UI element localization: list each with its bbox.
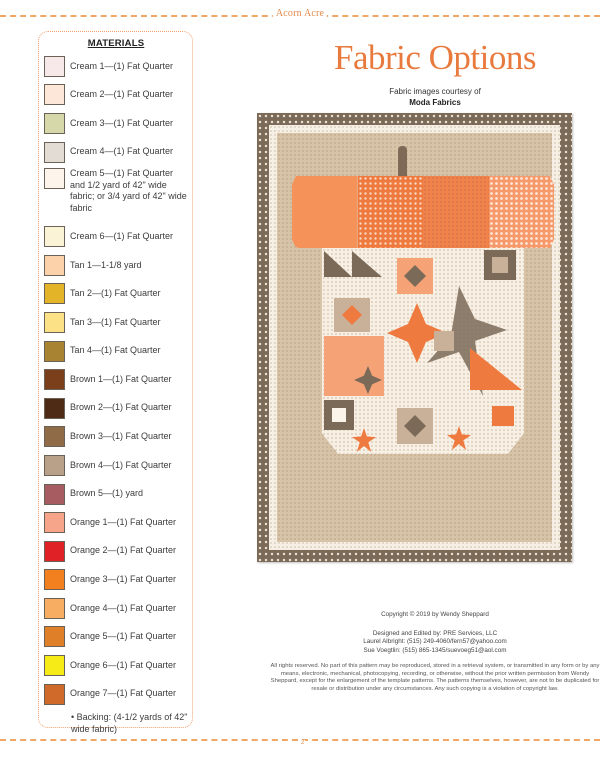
fabric-swatch [44, 341, 65, 362]
pumpkin-segment [423, 176, 489, 248]
backing-note: • Backing: (4-1/2 yards of 42" wide fabric) [71, 712, 188, 734]
material-item [44, 251, 188, 280]
courtesy-line: Fabric images courtesy of [389, 87, 481, 96]
quilt-block [324, 251, 352, 277]
brand-label: Acorn Acre [273, 8, 327, 19]
material-label: Brown 4—(1) Fat Quarter [70, 459, 172, 470]
quilt-background-field [277, 133, 552, 542]
material-label: Orange 4—(1) Fat Quarter [70, 602, 177, 613]
material-item [44, 566, 188, 595]
material-item [44, 308, 188, 337]
courtesy-brand: Moda Fabrics [409, 98, 461, 107]
quilt-block [332, 408, 346, 422]
material-item [44, 337, 188, 366]
material-item [44, 623, 188, 652]
fabric-swatch [44, 142, 65, 163]
material-item [44, 537, 188, 566]
material-item [44, 280, 188, 309]
fabric-swatch [44, 626, 65, 647]
material-label: Orange 5—(1) Fat Quarter [70, 631, 177, 642]
pumpkin-body-sampler [322, 248, 524, 454]
pumpkin-segment [358, 176, 424, 248]
material-label: Orange 6—(1) Fat Quarter [70, 659, 177, 670]
fabric-swatch [44, 283, 65, 304]
contact-laurel: Laurel Albright: (515) 249-4060/fern57@yahoo.com [363, 638, 507, 646]
material-label: Orange 2—(1) Fat Quarter [70, 545, 177, 556]
fabric-swatch [44, 168, 65, 189]
material-item [44, 222, 188, 251]
material-item [44, 81, 188, 110]
material-item [44, 138, 188, 167]
quilt-block [470, 348, 522, 390]
fabric-swatch [44, 255, 65, 276]
material-item [44, 166, 188, 222]
fabric-swatch [44, 541, 65, 562]
materials-title: MATERIALS [87, 38, 145, 49]
fabric-swatch [44, 484, 65, 505]
copyright-notice: Copyright © 2019 by Wendy Sheppard [381, 611, 489, 618]
page-title: Fabric Options [333, 38, 536, 77]
material-label: Brown 3—(1) Fat Quarter [70, 431, 172, 442]
materials-panel [38, 31, 193, 734]
quilt-block [492, 406, 514, 426]
material-item [44, 423, 188, 452]
material-item [44, 52, 188, 81]
material-label: Cream 5—(1) Fat Quarter and 1/2 yard of 42" wide fabric; or 3/4 yard of 42" wide fabric [70, 168, 187, 213]
designer-credits [270, 630, 600, 655]
fabric-swatch [44, 369, 65, 390]
material-label: Orange 1—(1) Fat Quarter [70, 516, 177, 527]
material-item [44, 594, 188, 623]
materials-list [44, 52, 188, 708]
material-item [44, 651, 188, 680]
material-label: Cream 6—(1) Fat Quarter [70, 230, 174, 241]
material-label: Brown 2—(1) Fat Quarter [70, 402, 172, 413]
material-item [44, 394, 188, 423]
rights-reserved-text: All rights reserved. No part of this pattern may be reproduced, stored in a retrieval system, or transmitted in any form or by any means, electronic, mechanical, photocopying, recording, or otherwise, without the prior written permission from Wendy Sheppard, except for the enlargement of the template patterns. The patterns themselves, however, are not to be duplicated for resale or distribution under any circumstances. Any such copying is a violation of copyright law. [270, 663, 600, 692]
quilt-block [492, 257, 508, 273]
material-item [44, 480, 188, 509]
quilt-block [434, 331, 454, 351]
pumpkin-segment [489, 176, 555, 248]
material-item [44, 451, 188, 480]
material-label: Cream 2—(1) Fat Quarter [70, 89, 174, 100]
designed-by: Designed and Edited by: PRE Services, LLC [372, 630, 498, 637]
fabric-swatch [44, 512, 65, 533]
material-label: Cream 1—(1) Fat Quarter [70, 60, 174, 71]
quilt-block [352, 428, 376, 452]
fabric-swatch [44, 312, 65, 333]
material-label: Cream 3—(1) Fat Quarter [70, 117, 174, 128]
page-number: 2 [301, 740, 305, 746]
fabric-swatch [44, 398, 65, 419]
pumpkin-top [292, 176, 554, 248]
fabric-courtesy [270, 86, 600, 108]
fabric-swatch [44, 226, 65, 247]
material-label: Cream 4—(1) Fat Quarter [70, 146, 174, 157]
fabric-swatch [44, 56, 65, 77]
fabric-swatch [44, 684, 65, 705]
pumpkin-stem [398, 146, 407, 177]
fabric-swatch [44, 598, 65, 619]
material-label: Tan 4—(1) Fat Quarter [70, 345, 161, 356]
material-item [44, 365, 188, 394]
fabric-swatch [44, 426, 65, 447]
fabric-swatch [44, 84, 65, 105]
quilt-image [257, 113, 572, 562]
fabric-swatch [44, 113, 65, 134]
pumpkin-segment [292, 176, 358, 248]
material-label: Brown 5—(1) yard [70, 488, 144, 499]
material-item [44, 680, 188, 709]
quilt-block [447, 426, 471, 450]
fabric-swatch [44, 455, 65, 476]
quilt-inner-border [269, 125, 560, 550]
material-label: Tan 1—1-1/8 yard [70, 259, 142, 270]
material-label: Tan 3—(1) Fat Quarter [70, 316, 161, 327]
material-item [44, 508, 188, 537]
material-label: Orange 7—(1) Fat Quarter [70, 688, 177, 699]
contact-sue: Sue Voegtlin: (515) 865-1345/suevoeg51@aol.com [363, 646, 507, 654]
material-label: Brown 1—(1) Fat Quarter [70, 373, 172, 384]
material-item [44, 109, 188, 138]
material-label: Tan 2—(1) Fat Quarter [70, 288, 161, 299]
material-label: Orange 3—(1) Fat Quarter [70, 574, 177, 585]
quilt-block [352, 251, 382, 277]
quilt-block [324, 336, 384, 396]
fabric-swatch [44, 569, 65, 590]
fabric-swatch [44, 655, 65, 676]
